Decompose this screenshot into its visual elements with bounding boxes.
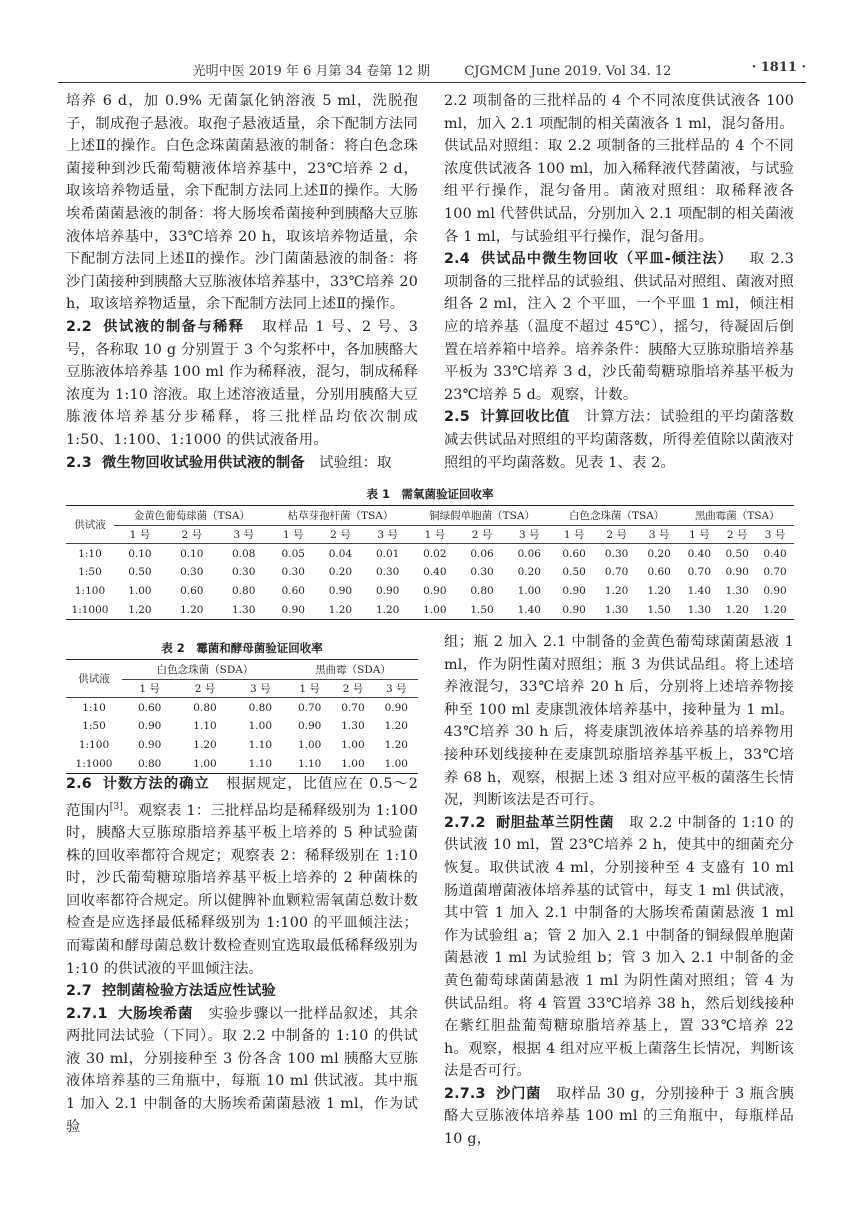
citation: [3] bbox=[109, 801, 124, 812]
left-column-top bbox=[66, 90, 418, 474]
table-cell: 1.30 bbox=[604, 603, 629, 616]
table-cell: 0.70 bbox=[297, 702, 322, 715]
section-2-5 bbox=[444, 406, 794, 474]
table-cell: 1.20 bbox=[384, 720, 408, 732]
table-cell: 0.10 bbox=[128, 548, 152, 561]
table-cell: 1.40 bbox=[517, 603, 541, 616]
table-row bbox=[66, 601, 794, 620]
table-cell: 1.30 bbox=[232, 603, 256, 616]
table-cell: 1.10 bbox=[297, 757, 322, 770]
table-cell: 0.30 bbox=[470, 566, 494, 578]
table-cell: 0.90 bbox=[384, 702, 408, 715]
table-cell: 1.50 bbox=[647, 603, 671, 616]
table-cell: 0.05 bbox=[281, 548, 305, 561]
section-title: 沙门菌 bbox=[495, 1085, 542, 1102]
journal-en: CJGMCM June 2019. Vol 34. 12 bbox=[464, 64, 672, 79]
row-header: 供试液 bbox=[66, 660, 122, 698]
row-label: 1:1000 bbox=[71, 603, 109, 616]
table-cell: 1.10 bbox=[248, 739, 273, 751]
table-cell: 1.00 bbox=[248, 720, 273, 732]
section-2-3 bbox=[66, 452, 418, 475]
table-cell: 0.70 bbox=[687, 566, 712, 578]
left-column-bottom bbox=[66, 773, 418, 1138]
table-cell: 0.50 bbox=[128, 566, 152, 578]
table-cell: 0.80 bbox=[232, 585, 256, 597]
running-header bbox=[58, 58, 806, 80]
table1 bbox=[66, 505, 794, 620]
table-cell: 1.20 bbox=[725, 603, 749, 616]
section-number: 2.2 bbox=[66, 318, 92, 335]
sub-header: 3 号 bbox=[218, 526, 270, 544]
row-label: 1:1000 bbox=[75, 757, 113, 770]
section-text: 试验组：取 bbox=[319, 454, 392, 471]
table1-caption: 表 1 需氧菌验证回收率 bbox=[366, 487, 494, 501]
sub-header: 2 号 bbox=[177, 680, 232, 698]
table-cell: 0.30 bbox=[604, 548, 629, 561]
header-rule bbox=[58, 82, 806, 83]
section-title: 大肠埃希菌 bbox=[117, 1005, 194, 1022]
table-cell: 1.30 bbox=[687, 603, 712, 616]
sub-header: 3 号 bbox=[375, 680, 418, 698]
section-title: 计算回收比值 bbox=[479, 409, 570, 426]
table-cell: 1.20 bbox=[193, 739, 217, 751]
table-cell: 0.20 bbox=[517, 566, 541, 578]
table-cell: 0.90 bbox=[281, 603, 305, 616]
table-cell: 1.20 bbox=[128, 603, 152, 616]
sub-header: 1 号 bbox=[680, 526, 718, 544]
section-number: 2.5 bbox=[444, 409, 470, 426]
group-header: 白色念珠菌（TSA） bbox=[553, 506, 681, 526]
table-cell: 1.10 bbox=[248, 757, 273, 770]
table-cell: 1.40 bbox=[687, 585, 712, 597]
section-title: 供试品中微生物回收（平皿-倾注法） bbox=[479, 251, 734, 268]
section-text: 根据规定，比值应在 0.5～2 范围内 bbox=[66, 776, 418, 819]
section-title: 耐胆盐革兰阴性菌 bbox=[495, 814, 615, 831]
table-cell: 0.90 bbox=[423, 585, 447, 597]
section-text: 。观察表 1：三批样品均是稀释级别为 1:100 时，胰酪大豆胨琼脂培养基平板上培养的 5 种试验菌株的回收率都符合规定；观察表 2：稀释级别在 1:10 时，沙氏葡萄糖琼脂培养基平板上培养的 2 种菌株的回收率都符合规定。所以健脾补血颗粒需氧菌总数计数检查是应选择最低稀释级别为 1:100 的平皿倾注法；而霉菌和酵母菌总数计数检查则宜选取最低稀释级别为 1:10 的供试液的平皿倾注法。 bbox=[66, 802, 418, 977]
row-label: 1:50 bbox=[82, 720, 106, 732]
table-row bbox=[66, 736, 418, 755]
page-number: · 1811 · bbox=[751, 60, 806, 75]
section-2-7-3 bbox=[444, 1083, 794, 1151]
table-cell: 1.50 bbox=[470, 603, 494, 616]
table-cell: 1.20 bbox=[384, 739, 408, 751]
table-cell: 1.00 bbox=[384, 757, 408, 770]
table-cell: 1.00 bbox=[517, 585, 541, 597]
table-cell: 1.00 bbox=[423, 603, 447, 616]
sub-header: 2 号 bbox=[331, 680, 374, 698]
table-cell: 0.90 bbox=[137, 739, 162, 751]
table-cell: 0.06 bbox=[470, 548, 494, 561]
table-cell: 1.00 bbox=[297, 739, 322, 751]
table-cell: 0.10 bbox=[180, 548, 204, 561]
table2-caption: 表 2 霉菌和酵母菌验证回收率 bbox=[161, 641, 323, 655]
table-cell: 0.30 bbox=[180, 566, 204, 578]
sub-header: 3 号 bbox=[233, 680, 288, 698]
row-label: 1:10 bbox=[82, 702, 106, 715]
group-header: 黑曲霉菌（TSA） bbox=[680, 506, 794, 526]
section-2-7 bbox=[66, 980, 418, 1003]
table-cell: 0.60 bbox=[647, 566, 671, 578]
table-cell: 1.20 bbox=[604, 585, 629, 597]
table-cell: 0.80 bbox=[193, 702, 217, 715]
table-cell: 0.90 bbox=[763, 585, 787, 597]
section-text: 取样品 1 号、2 号、3 号，各称取 10 g 分别置于 3 个匀浆杯中，各加胰酪大豆胨液体培养基 100 ml 作为稀释液，混匀，制成稀释浓度为 1:10 溶液。取上述溶液适量，分别用胰酪大豆胨液体培养基分步稀释，将三批样品均依次制成 1:50、1:100、1:1000 的供试液备用。 bbox=[66, 318, 418, 448]
table-row bbox=[66, 755, 418, 774]
section-text: 取样品 30 g，分别接种于 3 瓶含胰酪大豆胨液体培养基 100 ml 的三角瓶中，每瓶样品 10 g， bbox=[444, 1085, 794, 1148]
section-2-6 bbox=[66, 773, 418, 980]
sub-header: 2 号 bbox=[166, 526, 218, 544]
table-cell: 0.60 bbox=[180, 585, 204, 597]
section-2-4 bbox=[444, 248, 794, 406]
table-cell: 0.90 bbox=[375, 585, 400, 597]
table-cell: 0.20 bbox=[328, 566, 353, 578]
row-label: 1:10 bbox=[78, 548, 102, 561]
section-number: 2.4 bbox=[444, 251, 470, 268]
sub-header: 1 号 bbox=[270, 526, 317, 544]
table-cell: 1.30 bbox=[341, 720, 365, 732]
section-text: 取 2.2 中制备的 1:10 的供试液 10 ml，置 23℃培养 2 h，使其中的细菌充分恢复。取供试液 4 ml，分别接种至 4 支盛有 10 ml 肠道菌增菌液体培养基的试管中，每支 1 ml 供试液，其中管 1 加入 2.1 中制备的大肠埃希菌菌悬液 1 ml 作为试验组 a；管 2 加入 2.1 中制备的铜绿假单胞菌菌悬液 1 ml 为试验组 b；管 3 加入 2.1 中制备的金黄色葡萄球菌菌悬液 1 ml 为阴性菌对照组；管 4 为供试品组。将 4 管置 33℃培养 38 h，然后划线接种在紫红胆盐葡萄糖琼脂培养基上，置 33℃培养 22 h。观察，根据 4 组对应平板上菌落生长情况，判断该法是否可行。 bbox=[444, 814, 795, 1080]
sub-header: 2 号 bbox=[458, 526, 505, 544]
table-cell: 0.20 bbox=[647, 548, 671, 561]
table-cell: 1.00 bbox=[193, 757, 217, 770]
group-header: 黑曲霉（SDA） bbox=[288, 660, 418, 680]
table-cell: 1.20 bbox=[763, 603, 787, 616]
table-cell: 0.90 bbox=[562, 585, 586, 597]
table-cell: 0.70 bbox=[604, 566, 629, 578]
sub-header: 3 号 bbox=[506, 526, 553, 544]
section-number: 2.7.3 bbox=[444, 1085, 486, 1102]
table-cell: 1.10 bbox=[193, 720, 217, 732]
table-cell: 1.00 bbox=[341, 757, 365, 770]
sub-header: 3 号 bbox=[638, 526, 681, 544]
table-cell: 0.70 bbox=[763, 566, 787, 578]
sub-header: 1 号 bbox=[114, 526, 166, 544]
section-title: 控制菌检验方法适应性试验 bbox=[101, 983, 276, 1000]
table-cell: 0.30 bbox=[375, 566, 400, 578]
table-cell: 0.30 bbox=[281, 566, 305, 578]
section-text: 计算方法：试验组的平均菌落数减去供试品对照组的平均菌落数，所得差值除以菌液对照组的平均菌落数。见表 1、表 2。 bbox=[444, 409, 795, 471]
sub-header: 1 号 bbox=[411, 526, 458, 544]
right-column-bottom bbox=[444, 631, 794, 1151]
row-label: 1:50 bbox=[78, 566, 102, 578]
row-label: 1:100 bbox=[78, 739, 110, 751]
paragraph: 培养 6 d，加 0.9% 无菌氯化钠溶液 5 ml，洗脱孢子，制成孢子悬液。取孢子悬液适量，余下配制方法同上述Ⅱ的操作。白色念珠菌菌悬液的制备：将白色念珠菌接种到沙氏葡萄糖液体培养基中，23℃培养 2 d，取该培养物适量，余下配制方法同上述Ⅱ的操作。大肠埃希菌菌悬液的制备：将大肠埃希菌接种到胰酪大豆胨液体培养基中，33℃培养 20 h，取该培养物适量，余下配制方法同上述Ⅱ的操作。沙门菌菌悬液的制备：将沙门菌接种到胰酪大豆胨液体培养基中，33℃培养 20 h，取该培养物适量，余下配制方法同上述Ⅱ的操作。 bbox=[66, 93, 418, 313]
table-cell: 1.20 bbox=[375, 603, 400, 616]
sub-header: 2 号 bbox=[595, 526, 638, 544]
table-cell: 0.30 bbox=[232, 566, 256, 578]
table-cell: 0.90 bbox=[328, 585, 353, 597]
sub-header: 1 号 bbox=[553, 526, 596, 544]
section-2-7-2 bbox=[444, 812, 794, 1083]
table-row bbox=[66, 698, 418, 717]
table-cell: 1.20 bbox=[647, 585, 671, 597]
table-cell: 0.90 bbox=[297, 720, 322, 732]
table-cell: 0.50 bbox=[562, 566, 586, 578]
table-row bbox=[66, 717, 418, 736]
table-row bbox=[66, 544, 794, 563]
table-cell: 0.60 bbox=[281, 585, 305, 597]
table-cell: 0.60 bbox=[137, 702, 162, 715]
table-cell: 0.40 bbox=[423, 566, 447, 578]
table-row bbox=[66, 563, 794, 582]
sub-header: 1 号 bbox=[288, 680, 331, 698]
journal-cn: 光明中医 2019 年 6 月第 34 卷第 12 期 bbox=[192, 64, 431, 79]
section-number: 2.6 bbox=[66, 776, 92, 792]
sub-header: 2 号 bbox=[718, 526, 756, 544]
table-cell: 0.70 bbox=[341, 702, 365, 715]
sub-header: 1 号 bbox=[122, 680, 177, 698]
sub-header: 3 号 bbox=[364, 526, 411, 544]
table-cell: 0.01 bbox=[375, 548, 400, 561]
table-cell: 0.90 bbox=[562, 603, 586, 616]
section-title: 计数方法的确立 bbox=[101, 776, 210, 792]
table-cell: 0.08 bbox=[232, 548, 256, 561]
table-cell: 0.80 bbox=[137, 757, 162, 770]
section-text: 实验步骤以一批样品叙述，其余两批同法试验（下同）。取 2.2 中制备的 1:10 的供试液 30 ml，分别接种至 3 份各含 100 ml 胰酪大豆胨液体培养基的三角瓶中，每瓶 10 ml 供试液。其中瓶 1 加入 2.1 中制备的大肠埃希菌菌悬液 1 ml，作为试验 bbox=[66, 1005, 418, 1135]
table-cell: 1.20 bbox=[328, 603, 353, 616]
group-header: 枯草芽孢杆菌（TSA） bbox=[270, 506, 412, 526]
section-number: 2.7.1 bbox=[66, 1005, 108, 1022]
section-2-7-1 bbox=[66, 1003, 418, 1139]
table-cell: 0.90 bbox=[725, 566, 749, 578]
section-title: 微生物回收试验用供试液的制备 bbox=[101, 454, 305, 471]
group-header: 金黄色葡萄球菌（TSA） bbox=[114, 506, 270, 526]
section-text: 取 2.3 项制备的三批样品的试验组、供试品对照组、菌液对照组各 2 ml，注入 2 个平皿，一个平皿 1 ml，倾注相应的培养基（温度不超过 45℃），摇匀，待凝固后倒置在培养箱中培养。培养条件：胰酪大豆胨琼脂培养基平板为 33℃培养 3 d，沙氏葡萄糖琼脂培养基平板为 23℃培养 5 d。观察，计数。 bbox=[444, 251, 794, 403]
table-cell: 0.40 bbox=[687, 548, 712, 561]
group-header: 白色念珠菌（SDA） bbox=[122, 660, 288, 680]
section-number: 2.3 bbox=[66, 454, 92, 471]
paragraph: 2.2 项制备的三批样品的 4 个不同浓度供试液各 100 ml，加入 2.1 项配制的相关菌液各 1 ml，混匀备用。供试品对照组：取 2.2 项制备的三批样品的 4 个不同浓度供试液各 100 ml，加入稀释液代替菌液，与试验组平行操作，混匀备用。菌液对照组：取稀释液各 100 ml 代替供试品，分别加入 2.1 项配制的相关菌液各 1 ml，与试验组平行操作，混匀备用。 bbox=[444, 93, 794, 245]
table-cell: 0.06 bbox=[517, 548, 541, 561]
section-title: 供试液的制备与稀释 bbox=[101, 318, 245, 335]
table2 bbox=[66, 659, 418, 774]
table-cell: 1.00 bbox=[128, 585, 152, 597]
sub-header: 3 号 bbox=[756, 526, 794, 544]
section-2-2 bbox=[66, 316, 418, 452]
row-header: 供试液 bbox=[66, 506, 114, 544]
journal-info bbox=[58, 60, 806, 79]
table-cell: 0.90 bbox=[137, 720, 162, 732]
paragraph: 组；瓶 2 加入 2.1 中制备的金黄色葡萄球菌菌悬液 1 ml，作为阴性菌对照组；瓶 3 为供试品组。将上述培养液混匀，33℃培养 20 h 后，分别将上述培养物接种至 100 ml 麦康凯液体培养基中，接种量为 1 ml。43℃培养 30 h 后，将麦康凯液体培养基的培养物用接种环划线接种在麦康凯琼脂培养基平板上，33℃培养 68 h，观察，根据上述 3 组对应平板的菌落生长情况，判断该法是否可行。 bbox=[444, 634, 794, 809]
table-cell: 0.80 bbox=[470, 585, 494, 597]
table-cell: 1.00 bbox=[341, 739, 365, 751]
section-number: 2.7.2 bbox=[444, 814, 486, 831]
table-cell: 1.30 bbox=[725, 585, 749, 597]
section-number: 2.7 bbox=[66, 983, 92, 1000]
table-cell: 1.20 bbox=[180, 603, 204, 616]
table-row bbox=[66, 582, 794, 601]
table-cell: 0.40 bbox=[763, 548, 787, 561]
table-cell: 0.50 bbox=[725, 548, 749, 561]
sub-header: 2 号 bbox=[317, 526, 364, 544]
row-label: 1:100 bbox=[74, 585, 106, 597]
table-cell: 0.80 bbox=[248, 702, 273, 715]
table-cell: 0.02 bbox=[423, 548, 447, 561]
right-column-top bbox=[444, 90, 794, 474]
table-cell: 0.04 bbox=[328, 548, 353, 561]
group-header: 铜绿假单胞菌（TSA） bbox=[411, 506, 553, 526]
table-cell: 0.60 bbox=[562, 548, 586, 561]
